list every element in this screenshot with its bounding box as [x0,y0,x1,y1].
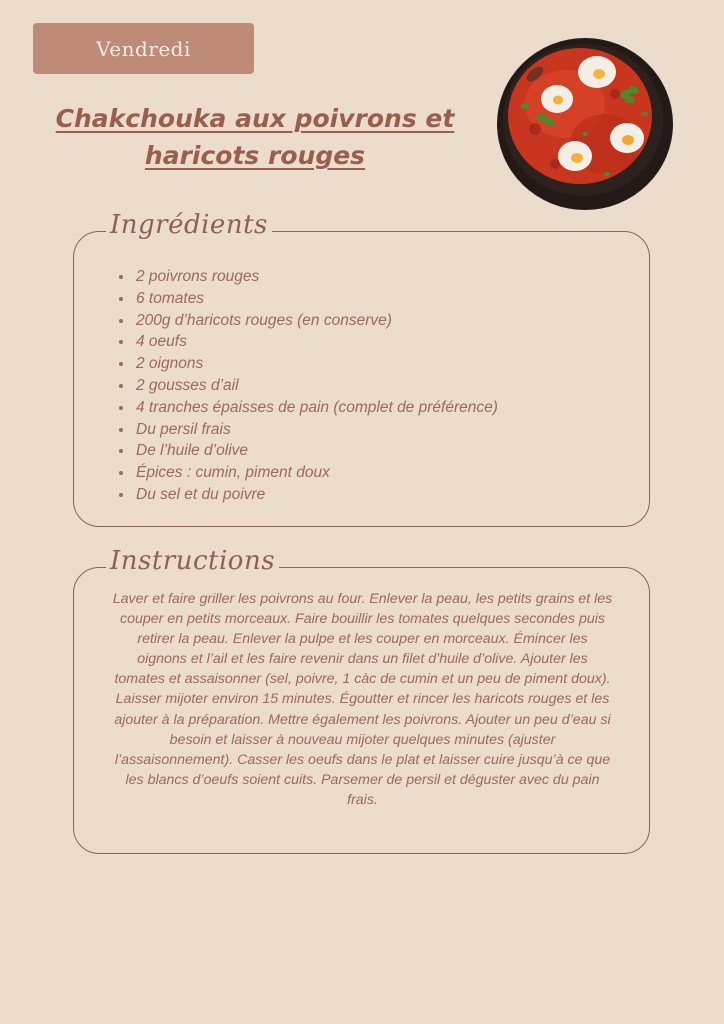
list-item: • Épices : cumin, piment doux [134,462,498,484]
list-item: • 2 poivrons rouges [134,266,498,288]
day-label: Vendredi [96,36,191,61]
list-item: • 2 oignons [134,353,498,375]
list-item: • De l’huile d’olive [134,440,498,462]
instructions-box [73,546,650,854]
list-item: • Du sel et du poivre [134,484,498,506]
list-item: • Du persil frais [134,419,498,441]
recipe-title: Chakchouka aux poivrons et haricots rouges [55,104,455,170]
list-item: • 4 oeufs [134,331,498,353]
shakshuka-pan-photo [495,34,675,212]
list-item: • 6 tomates [134,288,498,310]
ingredients-box [73,210,650,527]
ingredients-list [112,266,498,506]
day-badge [33,23,254,74]
list-item: • 4 tranches épaisses de pain (complet de préférence) [134,397,498,419]
ingredients-heading: Ingrédients [106,208,272,242]
instructions-heading: Instructions [106,544,279,578]
instructions-text: Laver et faire griller les poivrons au four. Enlever la peau, les petits grains et les couper en petits morceaux. Faire bouillir les tomates quelques secondes puis retirer la peau. Enlever la pulpe et les couper en morceaux. Émincer les oignons et l’ail et les faire revenir dans un filet d’huile d’olive. Ajouter les tomates et assaisonner (sel, poivre, 1 càc de cumin et un peu de piment doux). Laisser mijoter environ 15 minutes. Égoutter et rincer les haricots rouges et les ajouter à la préparation. Mettre également les poivrons. Ajouter un peu d’eau si besoin et laisser à nouveau mijoter quelques minutes (ajuster l’assaisonnement). Casser les oeufs dans le plat et laisser cuire jusqu’à ce que les blancs d’oeufs soient cuits. Parsemer de persil et déguster avec du pain frais. [112,591,613,808]
list-item: • 2 gousses d’ail [134,375,498,397]
list-item: • 200g d’haricots rouges (en conserve) [134,310,498,332]
